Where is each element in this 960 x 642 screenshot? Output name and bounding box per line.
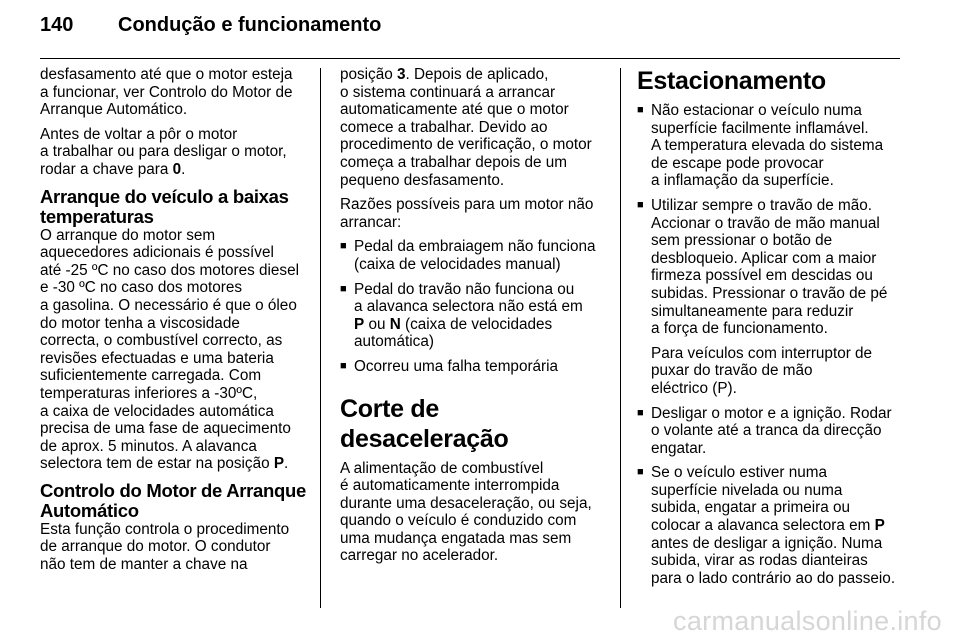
chapter-title: Condução e funcionamento [118,14,382,36]
key-position: P [273,455,285,473]
header-rule [40,58,900,59]
parking-brake-icon: (P) [712,379,733,397]
column-divider [320,68,321,608]
list-item: ■ Pedal do travão não funciona ou a alavanca selectora não está em P ou N (caixa de velocidades automática) [340,281,606,351]
paragraph: Razões possíveis para um motor não arrancar: [340,196,594,231]
page-number: 140 [40,14,74,36]
key-position: N [389,315,401,333]
list-item: ■ Desligar o motor e a ignição. Rodar o volante até a tranca da direcção engatar. [637,405,905,458]
page-header [40,14,920,50]
paragraph: Esta função controla o procedimento de arranque do motor. O condutor não tem de manter a chave na [40,520,290,574]
paragraph: desfasamento até que o motor esteja a funcionar, ver Controlo do Motor de Arranque Automático. [40,66,293,119]
section-heading: Estacionamento [637,67,826,95]
column-right [637,66,905,587]
section-heading: Corte de desaceleração [340,394,509,453]
list-item: ■ Se o veículo estiver numa superfície nivelada ou numa subida, engatar a primeira ou colocar a alavanca selectora em P antes de desligar a ignição. Numa subida, virar as rodas dianteiras para o lado contrário ao do passeio. [637,464,905,587]
list-item: ■ Não estacionar o veículo numa superfície facilmente inflamável. A temperatura elevada do sistema de escape pode provocar a inflamação da superfície. [637,102,905,190]
column-middle [340,66,606,572]
list-item-note: Para veículos com interruptor de puxar do travão de mão eléctrico (P). [651,344,873,397]
paragraph: Antes de voltar a pôr o motor a trabalhar ou para desligar o motor, rodar a chave para 0. [40,125,287,178]
section-heading: Arranque do veículo a baixas temperaturas [40,185,289,227]
key-position: P [874,517,885,535]
list-item: ■ Ocorreu uma falha temporária [340,358,606,376]
paragraph: posição 3. Depois de aplicado, o sistema continuará a arrancar automaticamente até que o motor comece a trabalhar. Devido ao procedimento de verificação, o motor começa a trabalhar depois de um pequeno desfasamento. [340,66,592,189]
paragraph: A alimentação de combustível é automaticamente interrompida durante uma desaceleração, ou seja, quando o veículo é conduzido com uma mudança engatada mas sem carregar no acelerador. [340,459,592,565]
section-heading: Controlo do Motor de Arranque Automático [40,479,307,521]
paragraph: O arranque do motor sem aquecedores adicionais é possível até -25 ºC no caso dos motores diesel e -30 ºC no caso dos motores a gasolina. O necessário é que o óleo do motor tenha a viscosidade correcta, o combustível correcto, as revisões efectuadas e uma bateria suficientemente carregada. Com temperaturas inferiores a -30ºC, a caixa de velocidades automática precisa de uma fase de aquecimento de aprox. 5 minutos. A alavanca selectora tem de estar na posição P. [40,226,299,473]
key-position: 3 [396,66,406,83]
column-left [40,66,312,581]
key-position: P [354,315,365,333]
key-position: 0 [172,160,182,178]
list-item: ■ Pedal da embraiagem não funciona (caixa de velocidades manual) [340,238,606,273]
watermark: carmanualsonline.info [673,606,942,636]
list-item: ■ Utilizar sempre o travão de mão. Accionar o travão de mão manual sem pressionar o botão de desbloqueio. Aplicar com a maior firmeza possível em descidas ou subidas. Pressionar o travão de pé simultaneamente para reduzir a força de funcionamento. [637,197,905,338]
column-divider [620,68,621,608]
